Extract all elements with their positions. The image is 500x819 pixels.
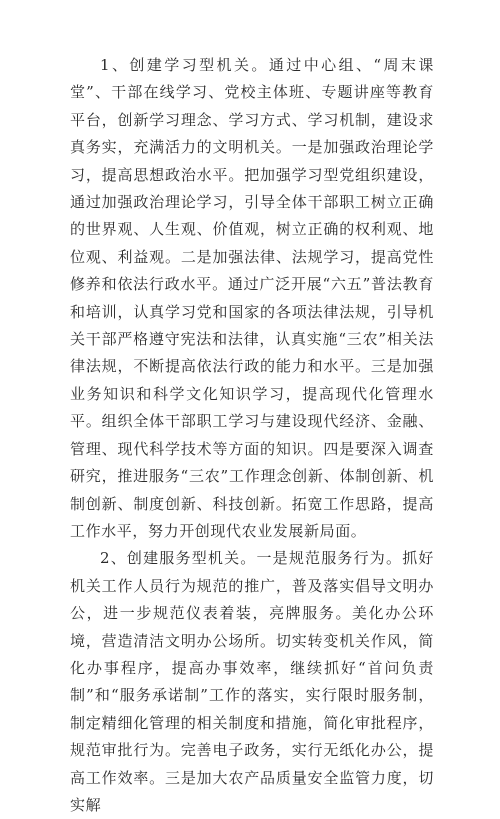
paragraph-learning-organ: 1、创建学习型机关。通过中心组、“周末课堂”、干部在线学习、党校主体班、专题讲座等教育平台，创新学习理念、学习方式、学习机制，建设求真务实，充满活力的文明机关。一是加强政治理论学习，提高思想政治水平。把加强学习型党组织建设，通过加强政治理论学习，引导全体干部职工树立正确的世界观、人生观、价值观，树立正确的权利观、地位观、利益观。二是加强法律、法规学习，提高党性修养和依法行政水平。通过广泛开展“六五”普法教育和培训，认真学习党和国家的各项法律法规，引导机关干部严格遵守宪法和法律，认真实施“三农”相关法律法规，不断提高依法行政的能力和水平。三是加强业务知识和科学文化知识学习，提高现代化管理水平。组织全体干部职工学习与建设现代经济、金融、管理、现代科学技术等方面的知识。四是要深入调查研究，推进服务“三农”工作理念创新、体制创新、机制创新、制度创新、科技创新。拓宽工作思路，提高工作水平，努力开创现代农业发展新局面。 xyxy=(70,56,434,540)
document-body xyxy=(70,52,434,819)
paragraph-service-organ: 2、创建服务型机关。一是规范服务行为。抓好机关工作人员行为规范的推广，普及落实倡导文明办公，进一步规范仪表着装，亮牌服务。美化办公环境，营造清洁文明办公场所。切实转变机关作风，简化办事程序，提高办事效率，继续抓好“首问负责制”和“服务承诺制”工作的落实，实行限时服务制，制定精细化管理的相关制度和措施，简化审批程序，规范审批行为。完善电子政务，实行无纸化办公，提高工作效率。三是加大农产品质量安全监管力度，切实解 xyxy=(70,549,434,814)
